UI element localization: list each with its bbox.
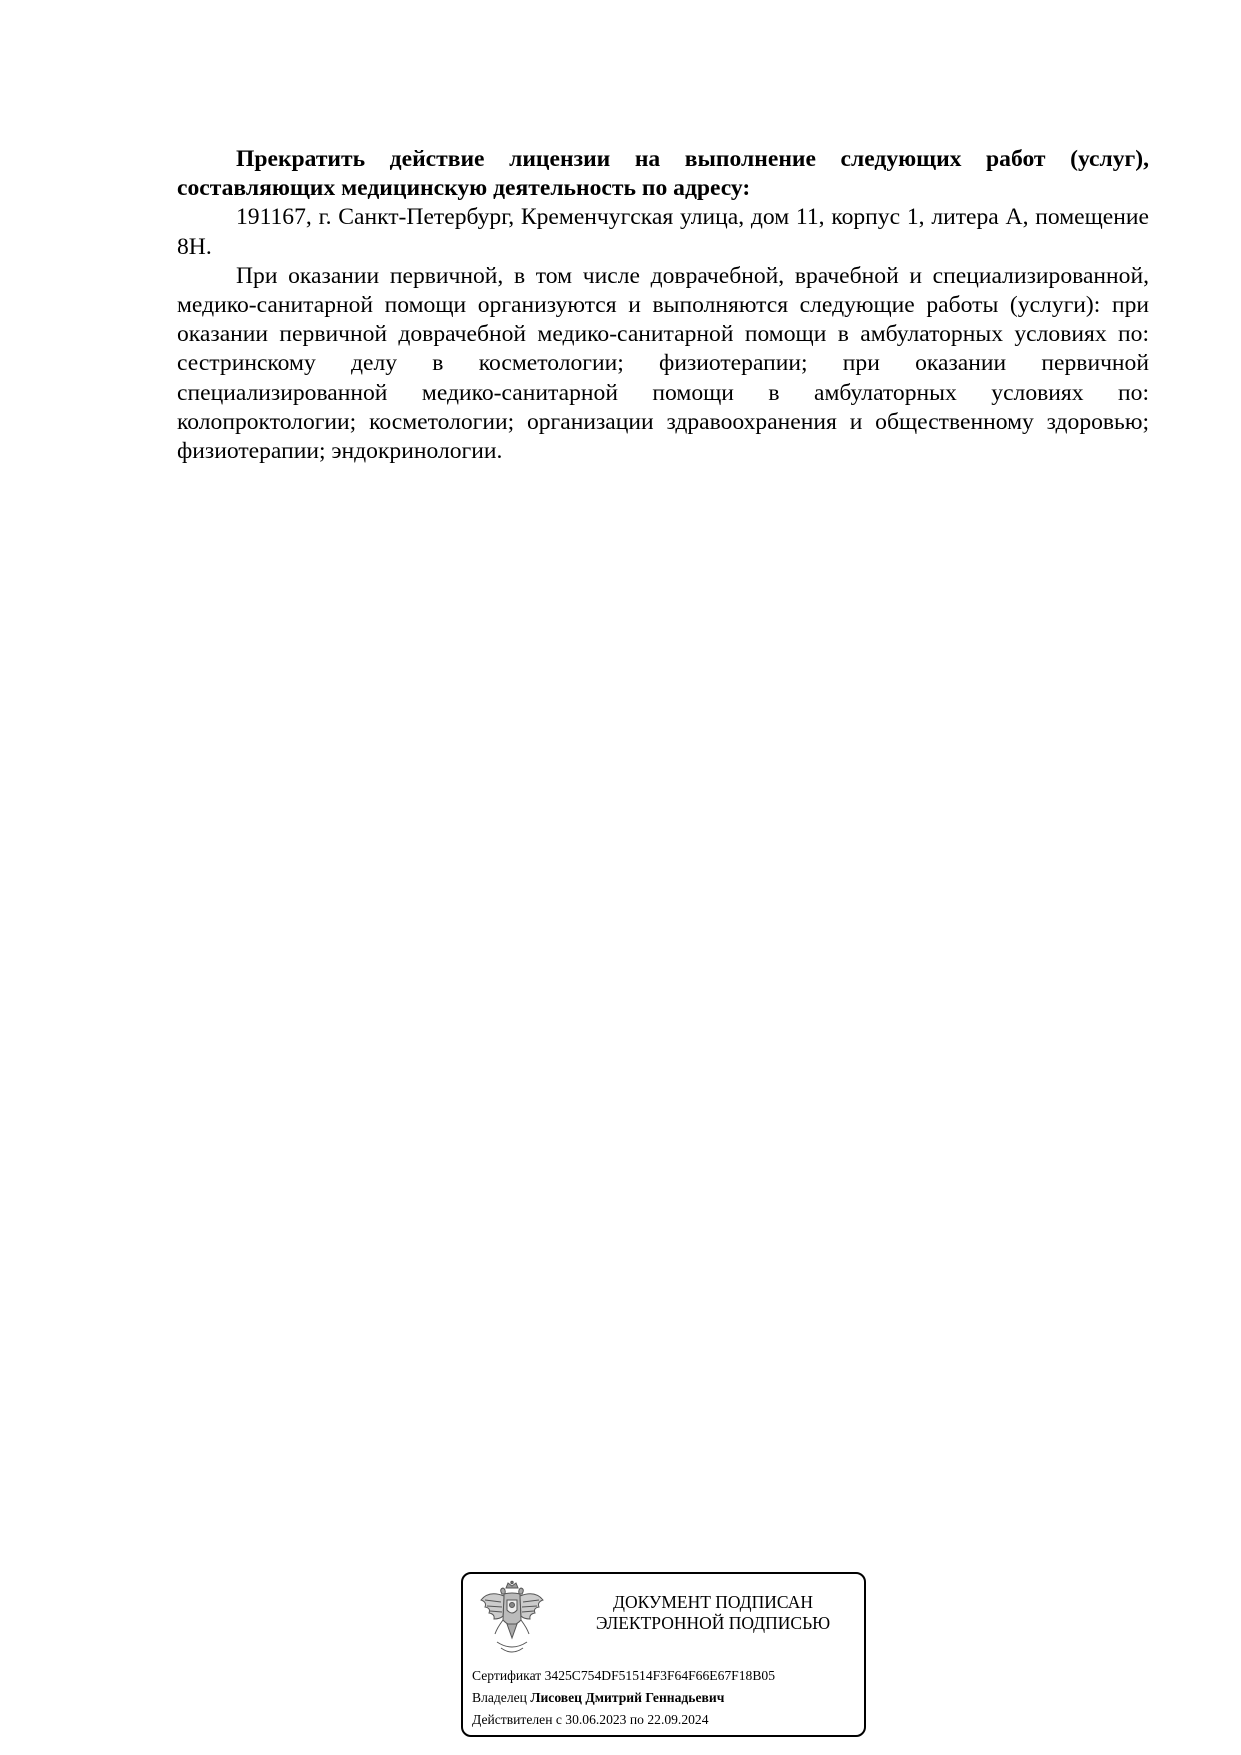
stamp-details <box>472 1665 862 1731</box>
document-body <box>177 145 1149 466</box>
owner-line <box>472 1687 862 1709</box>
stamp-title-line2: ЭЛЕКТРОННОЙ ПОДПИСЬЮ <box>595 1613 831 1633</box>
certificate-value: 3425C754DF51514F3F64F66E67F18B05 <box>544 1668 775 1683</box>
electronic-signature-stamp <box>461 1572 866 1737</box>
address-paragraph: 191167, г. Санкт-Петербург, Кременчугская улица, дом 11, корпус 1, литера А, помещение 8Н. <box>177 204 1149 260</box>
owner-label: Владелец <box>472 1690 527 1705</box>
certificate-label: Сертификат <box>472 1668 542 1683</box>
stamp-title-line1: ДОКУМЕНТ ПОДПИСАН <box>613 1592 813 1612</box>
validity-line: Действителен с 30.06.2023 по 22.09.2024 <box>472 1712 709 1727</box>
stamp-title <box>563 1592 863 1634</box>
certificate-line <box>472 1665 862 1687</box>
services-paragraph: При оказании первичной, в том числе доврачебной, врачебной и специализированной, медико-санитарной помощи организуются и выполняются следующие работы (услуги): при оказании первичной доврачебной медико-санитарной помощи в амбулаторных условиях по: сестринскому делу в косметологии; физиотерапии; при оказании первичной специализированной медико-санитарной помощи в амбулаторных условиях по: колопроктологии; косметологии; организации здравоохранения и общественному здоровью; физиотерапии; эндокринологии. <box>177 262 1149 465</box>
coat-of-arms-icon <box>477 1580 547 1660</box>
owner-value: Лисовец Дмитрий Геннадьевич <box>530 1690 725 1705</box>
termination-heading: Прекратить действие лицензии на выполнение следующих работ (услуг), составляющих медицинскую деятельность по адресу: <box>177 146 1149 202</box>
